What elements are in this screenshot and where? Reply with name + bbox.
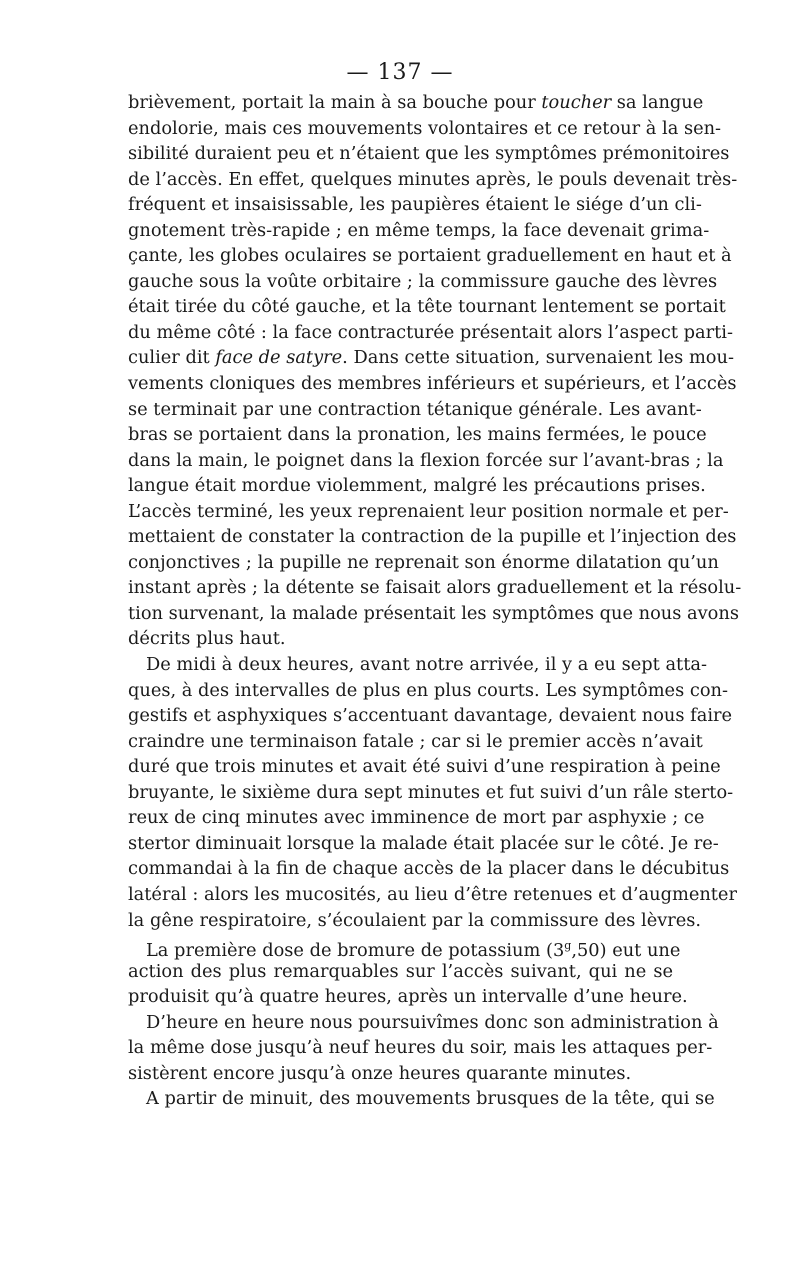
text-line: çante, les globes oculaires se portaient graduellement en haut et à xyxy=(128,245,732,267)
text-line: sibilité duraient peu et n’étaient que les symptômes prémonitoires xyxy=(128,143,730,165)
text-line: action des plus remarquables sur l’accès suivant, qui ne se xyxy=(128,960,673,982)
text-line: fréquent et insaisissable, les paupières étaient le siége d’un cli- xyxy=(128,194,702,216)
text-line: bruyante, le sixième dura sept minutes et fut suivi d’un râle sterto- xyxy=(128,781,734,803)
text-line: bras se portaient dans la pronation, les mains fermées, le pouce xyxy=(128,424,707,446)
body-text xyxy=(128,90,742,1112)
text-line: du même côté : la face contracturée présentait alors l’aspect parti- xyxy=(128,321,733,343)
text-line: se terminait par une contraction tétanique générale. Les avant- xyxy=(128,398,702,420)
text-line: D’heure en heure nous poursuivîmes donc son administration à xyxy=(146,1011,719,1033)
text-line: dans la main, le poignet dans la flexion forcée sur l’avant-bras ; la xyxy=(128,449,724,471)
text-line: duré que trois minutes et avait été suivi d’une respiration à peine xyxy=(128,756,721,778)
text-line: reux de cinq minutes avec imminence de mort par asphyxie ; ce xyxy=(128,807,705,829)
text-line: gauche sous la voûte orbitaire ; la commissure gauche des lèvres xyxy=(128,270,718,292)
text-line: gestifs et asphyxiques s’accentuant davantage, devaient nous faire xyxy=(128,705,733,727)
text-line: mettaient de constater la contraction de la pupille et l’injection des xyxy=(128,526,737,548)
text-line: de l’accès. En effet, quelques minutes après, le pouls devenait très- xyxy=(128,168,738,190)
text-line: ques, à des intervalles de plus en plus courts. Les symptômes con- xyxy=(128,679,728,701)
text-line: sistèrent encore jusqu’à onze heures quarante minutes. xyxy=(128,1062,632,1084)
text-line: tion survenant, la malade présentait les symptômes que nous avons xyxy=(128,602,739,624)
text-line: A partir de minuit, des mouvements brusques de la tête, qui se xyxy=(146,1088,715,1110)
text-line: endolorie, mais ces mouvements volontaires et ce retour à la sen- xyxy=(128,117,722,139)
text-line: était tirée du côté gauche, et la tête tournant lentement se portait xyxy=(128,296,726,318)
text-line: conjonctives ; la pupille ne reprenait son énorme dilatation qu’un xyxy=(128,551,719,573)
text-line: commandai à la fin de chaque accès de la placer dans le décubitus xyxy=(128,858,730,880)
text-line: L’accès terminé, les yeux reprenaient leur position normale et per- xyxy=(128,500,729,522)
text-line: craindre une terminaison fatale ; car si le premier accès n’avait xyxy=(128,730,703,752)
text-line: vements cloniques des membres inférieurs et supérieurs, et l’accès xyxy=(128,373,737,395)
text-line: La première dose de bromure de potassium (3$^g$,50) eut une xyxy=(146,939,681,961)
text-line: De midi à deux heures, avant notre arrivée, il y a eu sept atta- xyxy=(146,654,707,676)
text-line: langue était mordue violemment, malgré les précautions prises. xyxy=(128,475,706,497)
text-line: la gêne respiratoire, s’écoulaient par la commissure des lèvres. xyxy=(128,909,702,931)
text-line: produisit qu’à quatre heures, après un intervalle d’une heure. xyxy=(128,986,688,1008)
text-line: latéral : alors les mucosités, au lieu d’être retenues et d’augmenter xyxy=(128,883,737,905)
text-line: la même dose jusqu’à neuf heures du soir, mais les attaques per- xyxy=(128,1037,713,1059)
text-line: culier dit face de satyre. Dans cette situation, survenaient les mou- xyxy=(128,347,734,369)
text-line: instant après ; la détente se faisait alors graduellement et la résolu- xyxy=(128,577,742,599)
text-line: décrits plus haut. xyxy=(128,628,286,650)
page-number: — 137 — xyxy=(346,60,454,85)
text-line: stertor diminuait lorsque la malade était placée sur le côté. Je re- xyxy=(128,832,719,854)
text-line: brièvement, portait la main à sa bouche pour toucher sa langue xyxy=(128,92,704,113)
text-line: gnotement très-rapide ; en même temps, la face devenait grima- xyxy=(128,219,710,241)
